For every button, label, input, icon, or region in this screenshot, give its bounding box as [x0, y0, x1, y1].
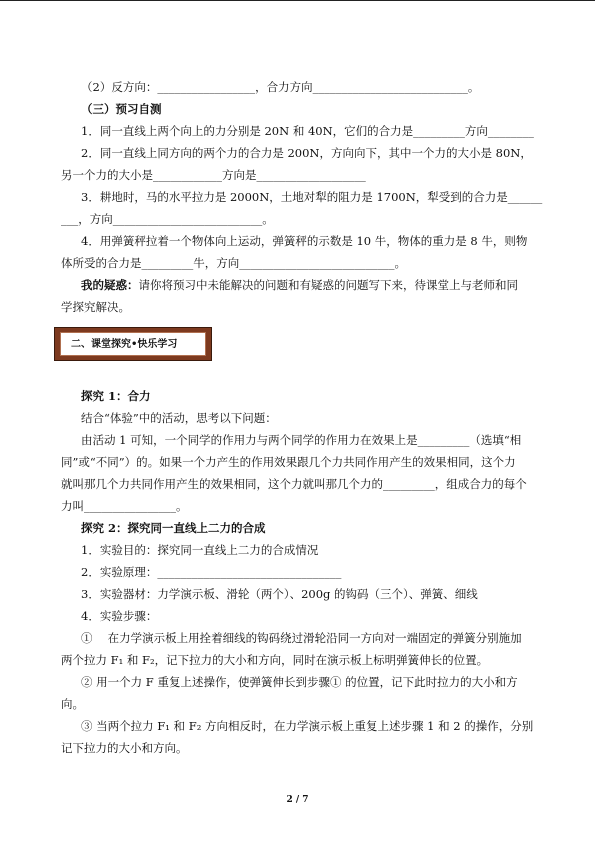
step-1: ① 在力学演示板上用拴着细线的钩码绕过滑轮沿同一方向对一端固定的弹簧分别施加 — [81, 631, 522, 645]
my-doubts-text: 请你将预习中未能解决的问题和有疑惑的问题写下来，待课堂上与老师和同 — [138, 278, 518, 292]
section-header-title: 二、课堂探究•快乐学习 — [60, 332, 206, 356]
question-2-cont: 另一个力的大小是____________方向是___________________ — [61, 168, 366, 182]
my-doubts-line — [81, 278, 543, 292]
my-doubts-label: 我的疑惑： — [81, 278, 139, 292]
explore-1-para-4: 力叫________________。 — [61, 499, 188, 513]
explore-2-heading: 探究 2：探究同一直线上二力的合成 — [81, 521, 266, 535]
answer-line-opposite-direction: （2）反方向：_________________，合力方向___________________________。 — [81, 80, 480, 94]
page-number: 2 / 7 — [286, 795, 309, 805]
my-doubts-cont: 学探究解决。 — [61, 300, 130, 314]
section-header-box — [54, 327, 212, 361]
explore-1-prompt: 结合“体验”中的活动，思考以下问题： — [81, 411, 277, 425]
question-4-cont: 体所受的合力是_________牛，方向___________________________。 — [61, 256, 406, 270]
section-heading-preview-test: （三）预习自测 — [81, 102, 162, 116]
step-3-cont: 记下拉力的大小和方向。 — [61, 741, 188, 755]
explore-1-heading: 探究 1：合力 — [81, 389, 151, 403]
explore-1-para-2: 同”或“不同”）的。如果一个力产生的作用效果跟几个力共同作用产生的效果相同，这个力 — [61, 455, 516, 469]
question-3: 3．耕地时，马的水平拉力是 2000N，土地对犁的阻力是 1700N，犁受到的合力是______ — [81, 190, 543, 204]
experiment-principle: 2．实验原理：________________________________ — [81, 565, 342, 579]
step-1-cont: 两个拉力 F₁ 和 F₂，记下拉力的大小和方向，同时在演示板上标明弹簧伸长的位置。 — [61, 653, 489, 667]
explore-1-para-1: 由活动 1 可知，一个同学的作用力与两个同学的作用力在效果上是_________（选填“相 — [81, 433, 522, 447]
explore-1-para-3: 就叫那几个力共同作用产生的效果相同，这个力就叫那几个力的_________，组成合力的每个 — [61, 477, 527, 491]
step-2: ② 用一个力 F 重复上述操作，使弹簧伸长到步骤① 的位置，记下此时拉力的大小和方 — [81, 675, 518, 689]
experiment-equipment: 3．实验器材：力学演示板、滑轮（两个）、200g 的钩码（三个）、弹簧、细线 — [81, 587, 478, 601]
step-2-cont: 向。 — [61, 697, 84, 711]
question-3-cont: ___，方向__________________________。 — [61, 212, 274, 226]
experiment-steps-heading: 4．实验步骤： — [81, 609, 158, 623]
question-1: 1．同一直线上两个向上的力分别是 20N 和 40N，它们的合力是_________方向________ — [81, 124, 534, 138]
question-2: 2．同一直线上同方向的两个力的合力是 200N，方向向下，其中一个力的大小是 80N， — [81, 146, 532, 160]
experiment-purpose: 1．实验目的：探究同一直线上二力的合成情况 — [81, 543, 319, 557]
step-3: ③ 当两个拉力 F₁ 和 F₂ 方向相反时，在力学演示板上重复上述步骤 1 和 2 的操作，分别 — [81, 719, 534, 733]
question-4: 4．用弹簧秤拉着一个物体向上运动，弹簧秤的示数是 10 牛，物体的重力是 8 牛，则物 — [81, 234, 528, 248]
